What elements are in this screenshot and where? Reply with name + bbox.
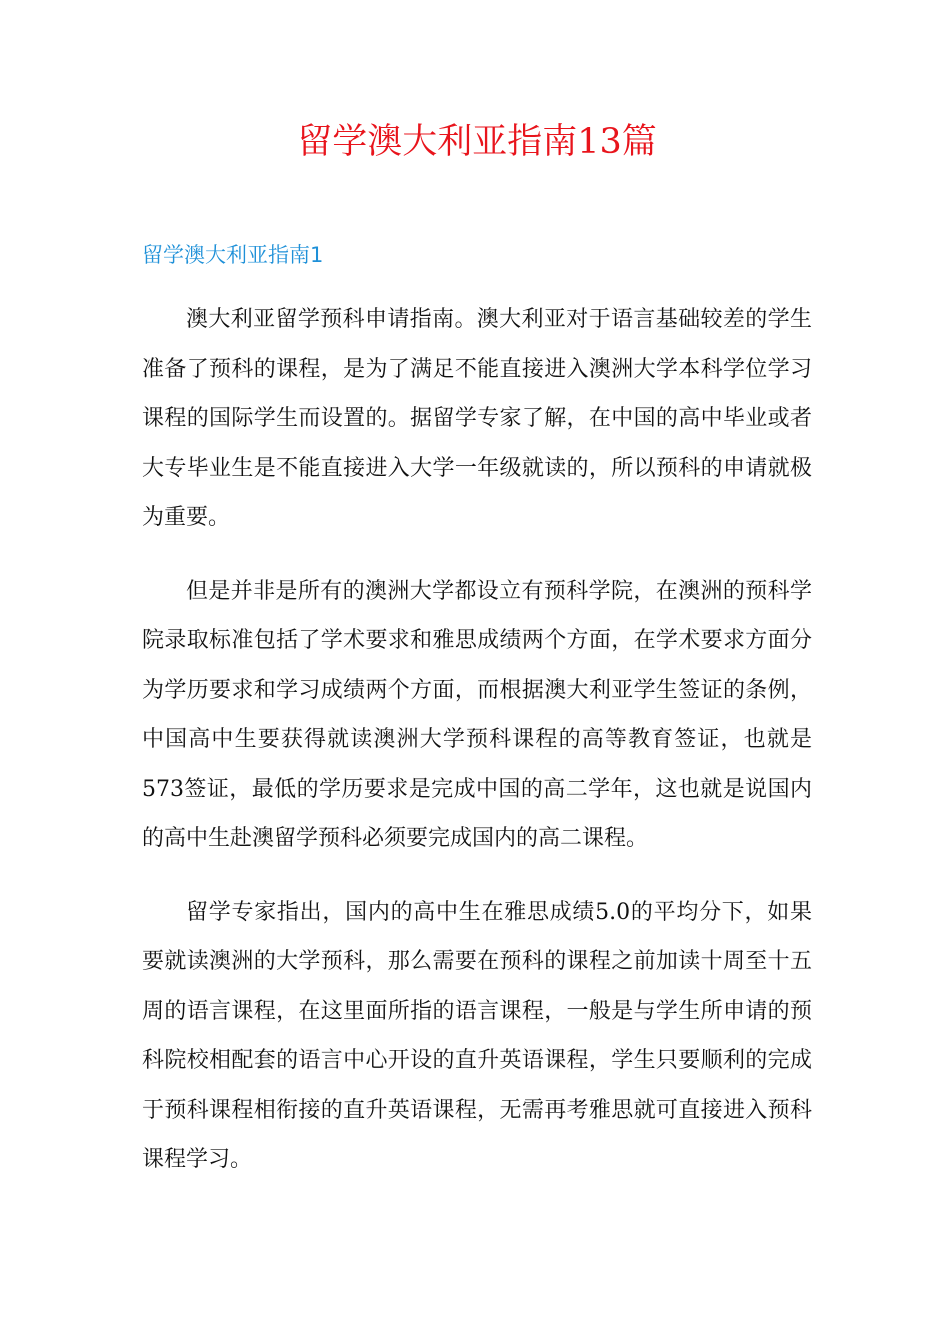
paragraph-2: 但是并非是所有的澳洲大学都设立有预科学院，在澳洲的预科学院录取标准包括了学术要求和雅思成绩两个方面，在学术要求方面分为学历要求和学习成绩两个方面，而根据澳大利亚学生签证的条例，中国高中生要获得就读澳洲大学预科课程的高等教育签证，也就是573签证，最低的学历要求是完成中国的高二学年，这也就是说国内的高中生赴澳留学预科必须要完成国内的高二课程。 [142,578,812,851]
section-heading: 留学澳大利亚指南1 [142,243,324,267]
document-title: 留学澳大利亚指南13篇 [297,122,657,162]
paragraph-1: 澳大利亚留学预科申请指南。澳大利亚对于语言基础较差的学生准备了预科的课程，是为了满足不能直接进入澳洲大学本科学位学习课程的国际学生而设置的。据留学专家了解，在中国的高中毕业或者大专毕业生是不能直接进入大学一年级就读的，所以预科的申请就极为重要。 [142,307,812,530]
paragraph-3: 留学专家指出，国内的高中生在雅思成绩5.0的平均分下，如果要就读澳洲的大学预科，那么需要在预科的课程之前加读十周至十五周的语言课程，在这里面所指的语言课程，一般是与学生所申请的预科院校相配套的语言中心开设的直升英语课程，学生只要顺利的完成于预科课程相衔接的直升英语课程，无需再考雅思就可直接进入预科课程学习。 [142,899,812,1172]
